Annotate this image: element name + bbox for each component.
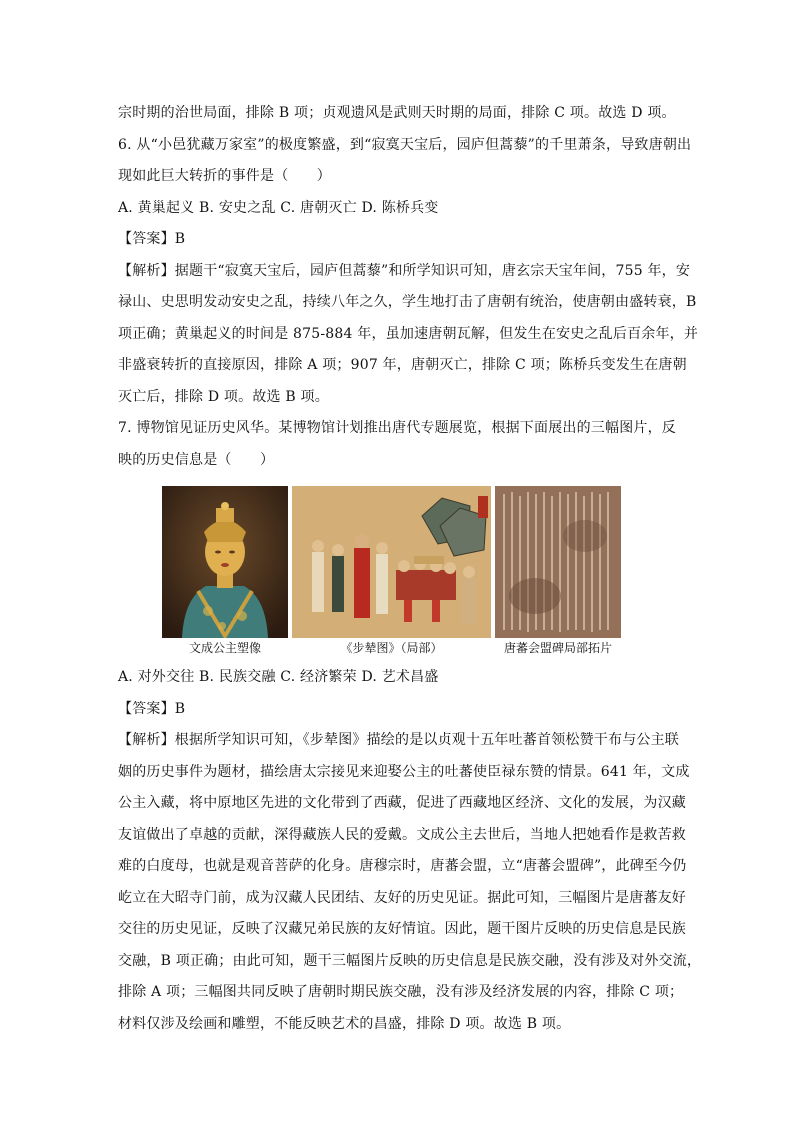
- analysis-line: 禄山、史思明发动安史之乱，持续八年之久，学生地打击了唐朝有统治，使唐朝由盛转衰，B: [118, 294, 697, 310]
- analysis-line: 灭亡后，排除 D 项。故选 B 项。: [118, 388, 329, 405]
- painting-image: [292, 486, 491, 638]
- analysis-line: 难的白度母，也就是观音菩萨的化身。唐穆宗时，唐蕃会盟，立“唐蕃会盟碑”，此碑至今仍: [118, 858, 687, 874]
- analysis-line: 材料仅涉及绘画和雕塑，不能反映艺术的昌盛，排除 D 项。故选 B 项。: [118, 1015, 571, 1032]
- analysis-line: 排除 A 项；三幅图共同反映了唐朝时期民族交融，没有涉及经济发展的内容，排除 C 项；: [118, 984, 684, 1000]
- question-options: A. 对外交往 B. 民族交融 C. 经济繁荣 D. 艺术昌盛: [118, 669, 439, 685]
- question-options: A. 黄巢起义 B. 安史之乱 C. 唐朝灭亡 D. 陈桥兵变: [118, 199, 439, 216]
- question-answer: 【答案】B: [118, 700, 186, 717]
- analysis-line: 项正确；黄巢起义的时间是 875-884 年，虽加速唐朝瓦解，但发生在安史之乱后百余年，并: [118, 325, 699, 342]
- analysis-line: 非盛衰转折的直接原因，排除 A 项；907 年，唐朝灭亡，排除 C 项；陈桥兵变发生在唐朝: [118, 357, 687, 373]
- figure-caption: 唐蕃会盟碑局部拓片: [503, 641, 612, 655]
- figure-rubbing: [495, 486, 621, 656]
- analysis-line: 交融，B 项正确；由此可知，题干三幅图片反映的历史信息是民族交融，没有涉及对外交流，: [118, 952, 702, 969]
- analysis-line: 姻的历史事件为题材，描绘唐太宗接见来迎娶公主的吐蕃使臣禄东赞的情景。641 年，文成: [118, 763, 690, 780]
- figure-caption: 《步辇图》（局部）: [340, 641, 443, 655]
- question-stem-line: 7. 博物馆见证历史风华。某博物馆计划推出唐代专题展览，根据下面展出的三幅图片，反: [118, 420, 677, 436]
- statue-image: [162, 486, 288, 638]
- document-page: [118, 98, 702, 1040]
- figure-row: [162, 486, 680, 656]
- question-7: [118, 413, 702, 1040]
- text-line: 宗时期的治世局面，排除 B 项；贞观遗风是武则天时期的局面，排除 C 项。故选 D 项。: [118, 105, 676, 121]
- question-stem-line: 映的历史信息是（ ）: [118, 451, 275, 468]
- question-stem-line: 6. 从“小邑犹藏万家室”的极度繁盛，到“寂寞天宝后，园庐但蒿藜”的千里萧条，导致唐朝出: [118, 136, 692, 153]
- analysis-line: 【解析】根据所学知识可知，《步辇图》描绘的是以贞观十五年吐蕃首领松赞干布与公主联: [118, 732, 679, 748]
- rubbing-image: [495, 486, 621, 638]
- figure-statue: [162, 486, 288, 656]
- analysis-line: 交往的历史见证，反映了汉藏兄弟民族的友好情谊。因此，题干图片反映的历史信息是民族: [118, 921, 686, 937]
- analysis-line: 公主入藏，将中原地区先进的文化带到了西藏，促进了西藏地区经济、文化的发展，为汉藏: [118, 795, 686, 811]
- question-6: [118, 130, 699, 414]
- figure-painting: [292, 486, 491, 656]
- analysis-line: 屹立在大昭寺门前，成为汉藏人民团结、友好的历史见证。据此可知，三幅图片是唐蕃友好: [118, 889, 686, 906]
- analysis-line: 【解析】据题干“寂寞天宝后，园庐但蒿藜”和所学知识可知，唐玄宗天宝年间，755 年，安: [118, 262, 691, 279]
- analysis-line: 友谊做出了卓越的贡献，深得藏族人民的爱戴。文成公主去世后，当地人把她看作是救苦救: [118, 826, 686, 843]
- question-answer: 【答案】B: [118, 231, 186, 247]
- question-stem-line: 现如此巨大转折的事件是（ ）: [118, 168, 331, 184]
- figure-caption: 文成公主塑像: [188, 641, 261, 655]
